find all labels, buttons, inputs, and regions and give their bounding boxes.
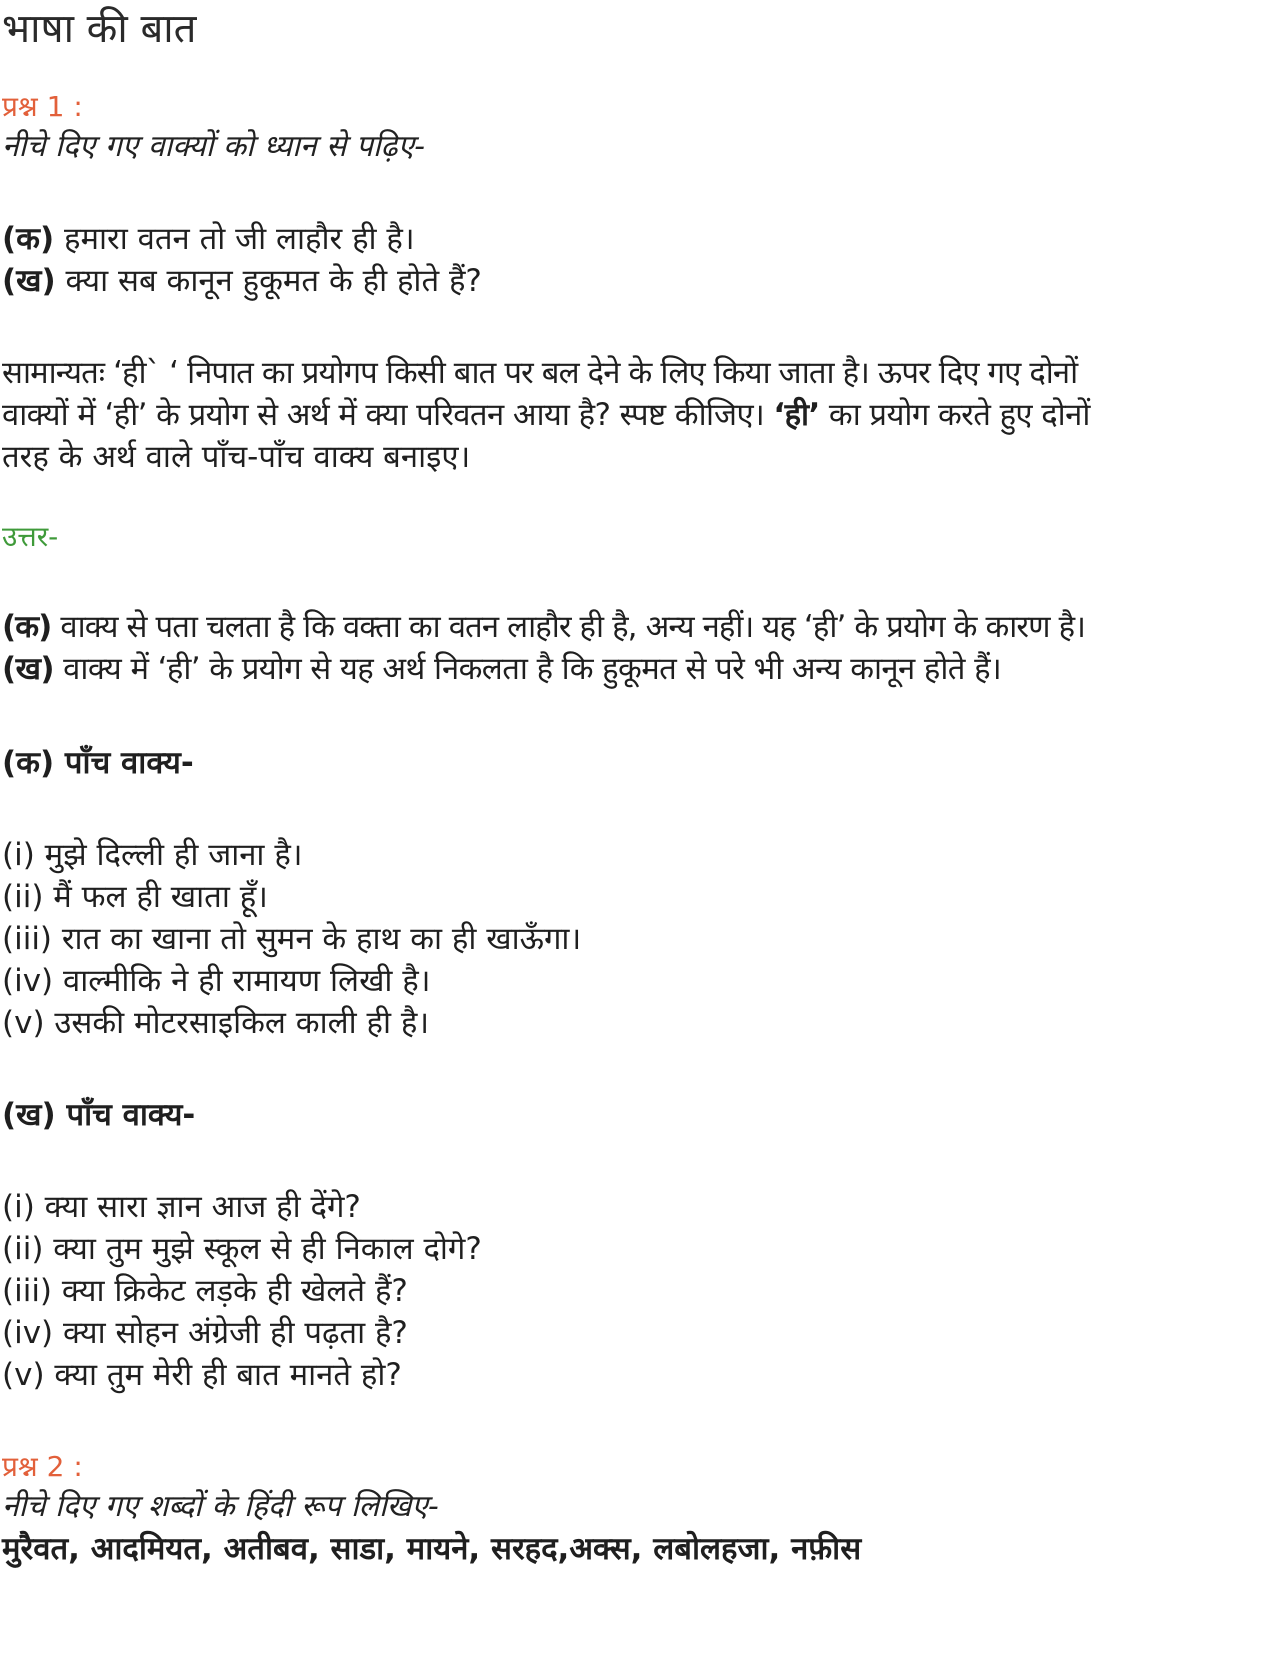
answer-a-marker: (क) <box>2 609 52 645</box>
question-1-sentence-a <box>2 218 415 260</box>
ka-item-4: (iv) वाल्मीकि ने ही रामायण लिखी है। <box>2 963 431 999</box>
answer-point-a <box>2 606 1085 648</box>
ka-item-1: (i) मुझे दिल्ली ही जाना है। <box>2 837 303 873</box>
sentence-a-marker: (क) <box>2 221 55 257</box>
kha-item-4: (iv) क्या सोहन अंग्रेजी ही पढ़ता है? <box>2 1315 408 1351</box>
answer-point-b <box>2 648 1001 690</box>
question-1-paragraph-line-2 <box>2 394 1090 436</box>
ka-item-5: (v) उसकी मोटरसाइकिल काली ही है। <box>2 1005 430 1041</box>
question-1-instruction: नीचे दिए गए वाक्यों को ध्यान से पढ़िए- <box>2 129 425 164</box>
question-2-word-list: मुरैवत, आदमियत, अतीबव, साडा, मायने, सरहद,अक्स, लबोलहजा, नफ़ीस <box>2 1531 862 1567</box>
answer-b-text: वाक्य में ‘ही’ के प्रयोग से यह अर्थ निकलता है कि हुकूमत से परे भी अन्य कानून होते हैं। <box>53 651 1002 687</box>
question-1-paragraph-line-1: सामान्यतः ‘ही` ‘ निपात का प्रयोगप किसी बात पर बल देने के लिए किया जाता है। ऊपर दिए गए दोनों <box>2 355 1078 391</box>
page-title: भाषा की बात <box>2 6 197 52</box>
kha-item-3: (iii) क्या क्रिकेट लड़के ही खेलते हैं? <box>2 1273 408 1309</box>
ka-five-sentences-heading: (क) पाँच वाक्य- <box>2 745 194 781</box>
kha-item-5: (v) क्या तुम मेरी ही बात मानते हो? <box>2 1357 402 1393</box>
paragraph-line-2-end: का प्रयोग करते हुए दोनों <box>819 397 1090 433</box>
answer-a-text: वाक्य से पता चलता है कि वक्ता का वतन लाहौर ही है, अन्य नहीं। यह ‘ही’ के प्रयोग के कारण है। <box>51 609 1086 645</box>
kha-item-1: (i) क्या सारा ज्ञान आज ही देंगे? <box>2 1189 361 1225</box>
question-2-label: प्रश्न 2 : <box>2 1450 83 1483</box>
question-1-label: प्रश्न 1 : <box>2 90 83 123</box>
ka-item-3: (iii) रात का खाना तो सुमन के हाथ का ही खाऊँगा। <box>2 921 582 957</box>
sentence-b-text: क्या सब कानून हुकूमत के ही होते हैं? <box>55 263 482 299</box>
ka-item-2: (ii) मैं फल ही खाता हूँ। <box>2 879 268 915</box>
paragraph-line-2-start: वाक्यों में ‘ही’ के प्रयोग से अर्थ में क्या परिवतन आया है? स्पष्ट कीजिए। <box>2 397 774 433</box>
kha-five-sentences-heading: (ख) पाँच वाक्य- <box>2 1097 196 1133</box>
sentence-a-text: हमारा वतन तो जी लाहौर ही है। <box>54 221 415 257</box>
question-1-paragraph-line-3: तरह के अर्थ वाले पाँच-पाँच वाक्य बनाइए। <box>2 439 471 475</box>
question-1-sentence-b <box>2 260 482 302</box>
answer-label: उत्तर- <box>2 520 59 553</box>
answer-b-marker: (ख) <box>2 651 54 687</box>
question-2-instruction: नीचे दिए गए शब्दों के हिंदी रूप लिखिए- <box>2 1489 439 1524</box>
kha-item-2: (ii) क्या तुम मुझे स्कूल से ही निकाल दोगे? <box>2 1231 482 1267</box>
paragraph-line-2-bold: ‘ही’ <box>773 397 820 433</box>
sentence-b-marker: (ख) <box>2 263 56 299</box>
